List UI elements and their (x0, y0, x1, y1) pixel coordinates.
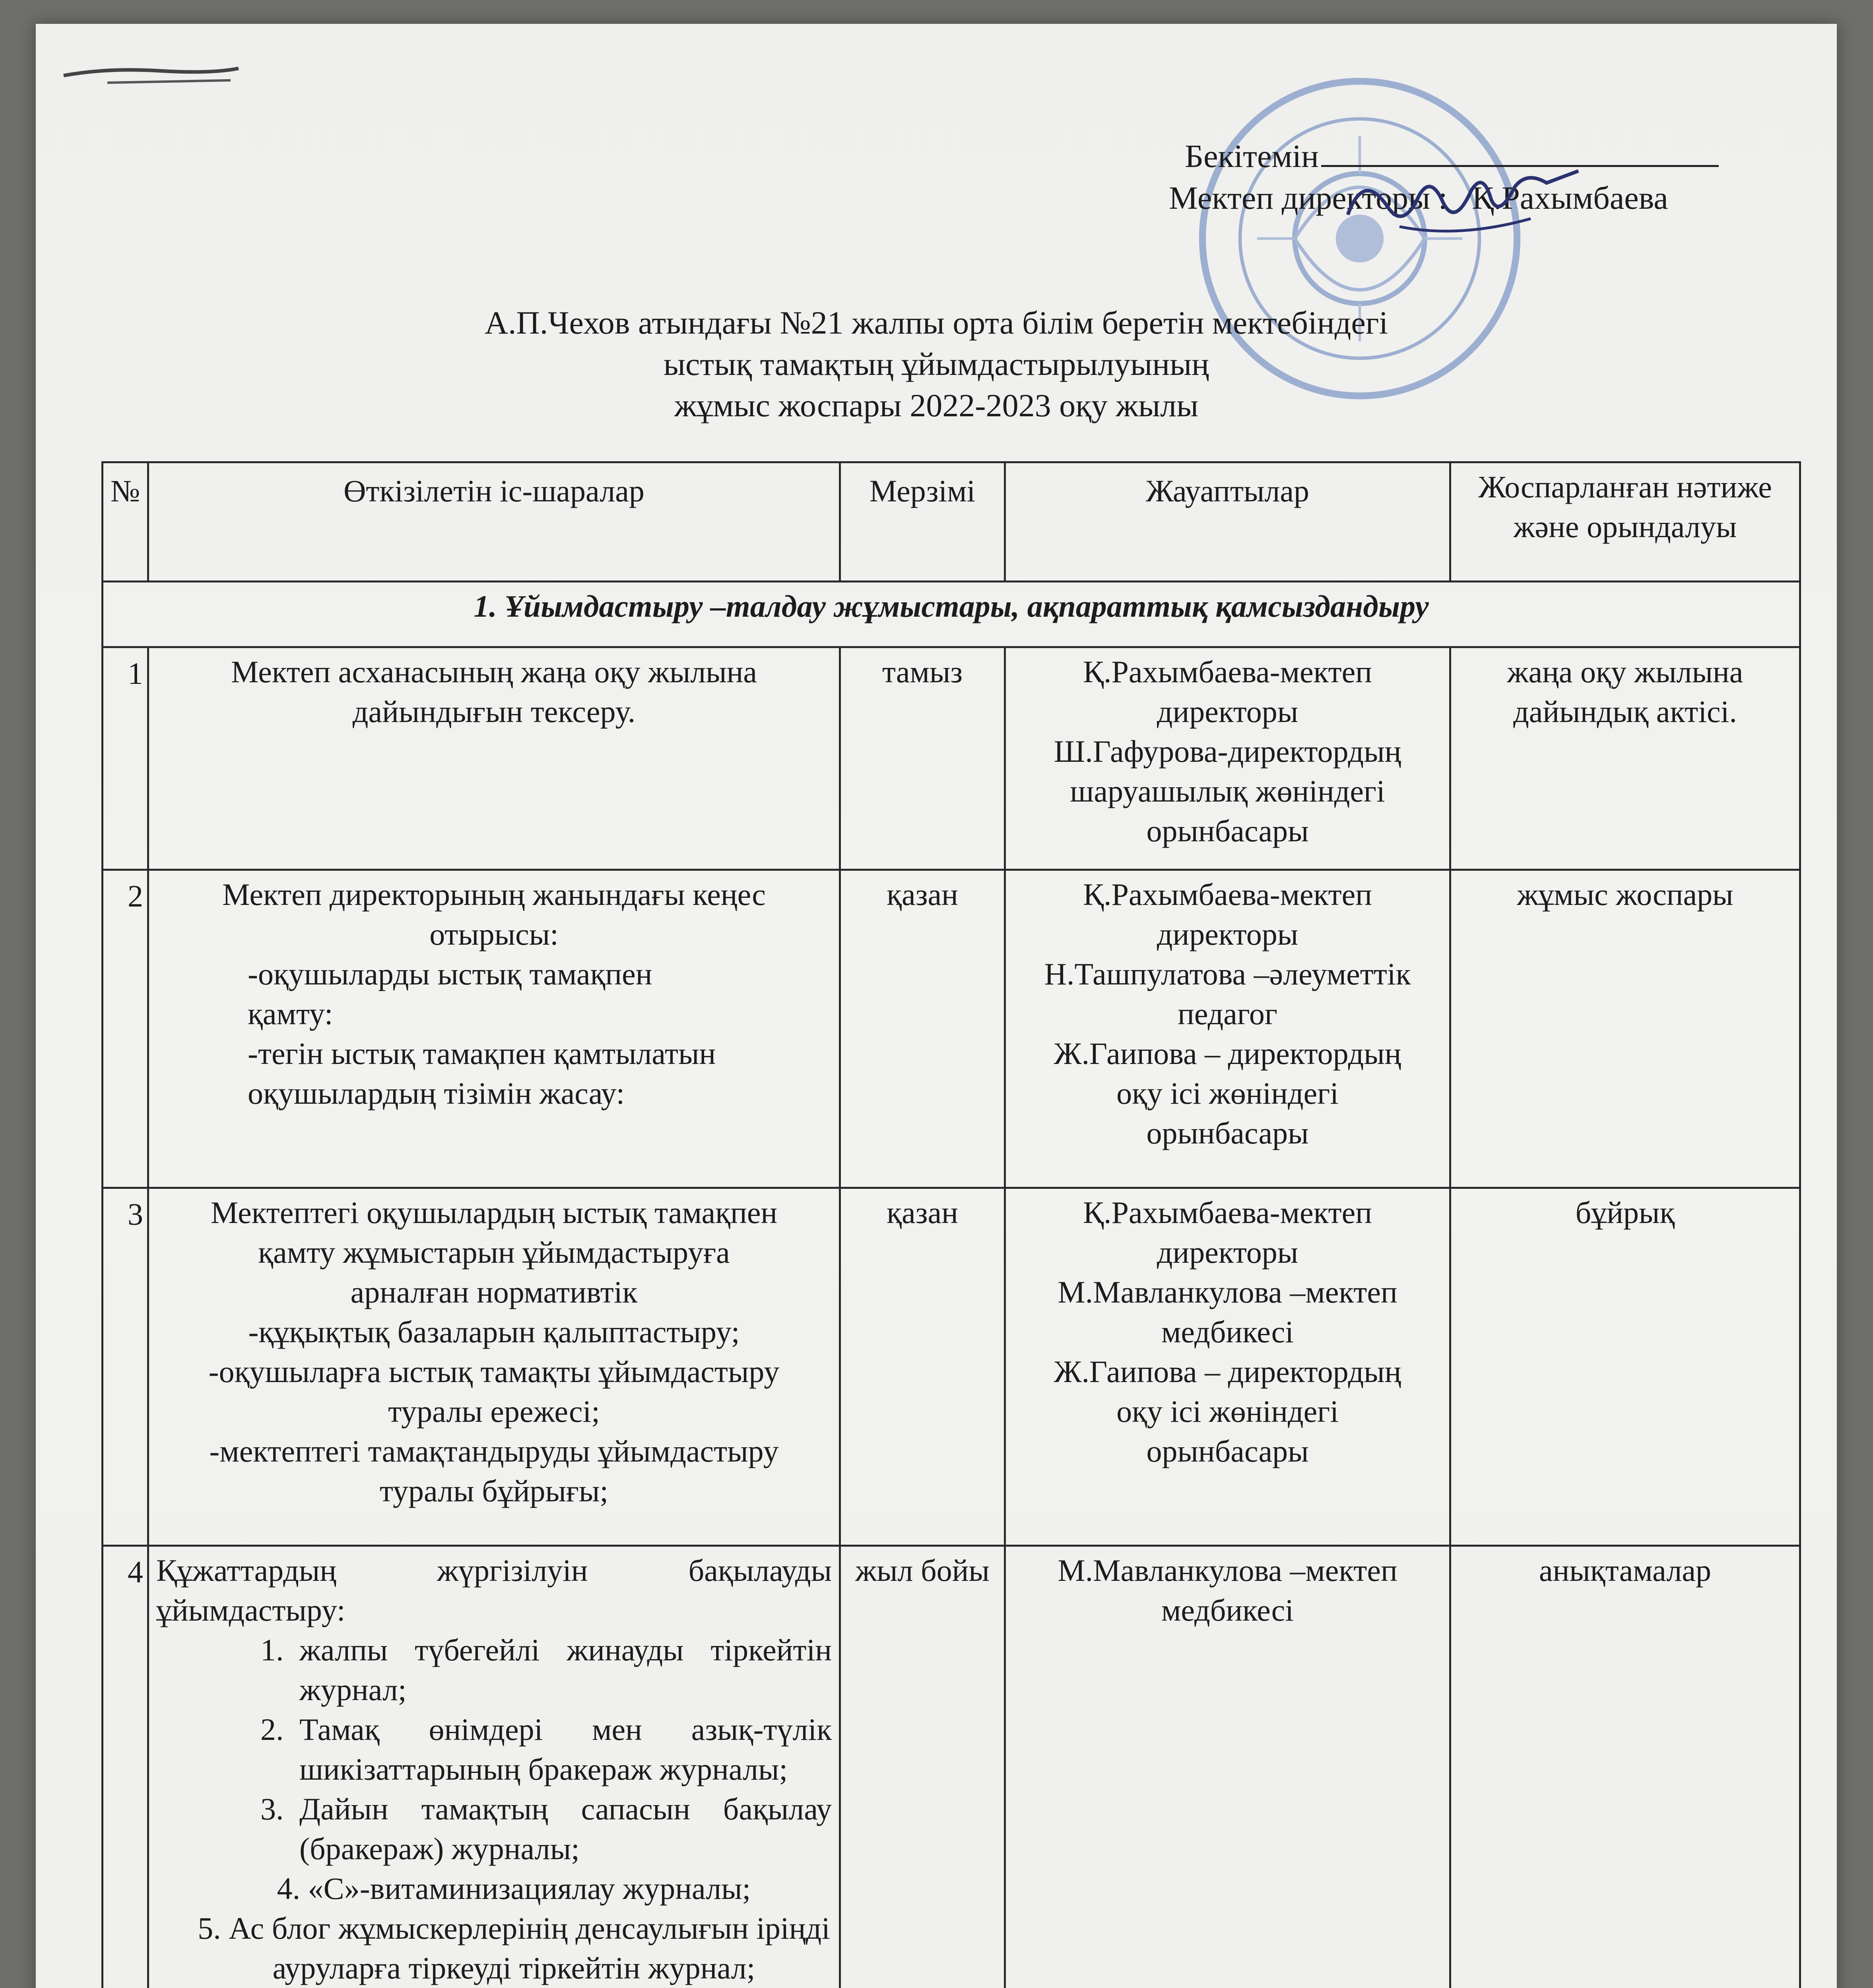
row-responsible (1005, 870, 1450, 1188)
list-item: 3. Дайын тамақтың сапасын бақылау (бракераж) журналы; (291, 1789, 832, 1869)
row-number: 2 (103, 870, 148, 1188)
row-event (148, 1188, 840, 1546)
table-row (103, 870, 1800, 1188)
responsible-line: М.Мавланкулова –мектеп (1058, 1553, 1397, 1588)
approve-label: Бекітемін (1185, 138, 1319, 174)
row-term: қазан (840, 1188, 1005, 1546)
responsible-line: Ж.Гаипова – директордың (1054, 1354, 1401, 1389)
event-line: -оқушыларға ыстық тамақты ұйымдастыру (208, 1354, 780, 1389)
responsible-line: Қ.Рахымбаева-мектеп (1083, 654, 1372, 689)
row-number: 4 (103, 1546, 148, 1988)
responsible-line: директоры (1157, 917, 1298, 951)
responsible-line: медбикесі (1161, 1593, 1294, 1627)
event-line: қамту: (248, 996, 333, 1031)
event-line: дайындығын тексеру. (352, 694, 636, 729)
header-event: Өткізілетін іс-шаралар (148, 462, 840, 582)
event-line: -құқықтық базаларын қалыптастыру; (248, 1314, 740, 1349)
event-line: Мектеп асханасының жаңа оқу жылына (231, 654, 757, 689)
title-line-1: А.П.Чехов атындағы №21 жалпы орта білім беретін мектебіндегі (484, 305, 1388, 341)
responsible-line: Қ.Рахымбаева-мектеп (1083, 877, 1372, 912)
event-line: қамту жұмыстарын ұйымдастыруға (258, 1235, 730, 1270)
row-number: 1 (103, 647, 148, 870)
event-line: туралы бұйрығы; (379, 1474, 609, 1508)
title-line-2: ыстық тамақтың ұйымдастырылуының (663, 346, 1209, 382)
row-responsible (1005, 1546, 1450, 1988)
event-line: -тегін ыстық тамақпен қамтылатын (248, 1036, 716, 1071)
event-intro: Құжаттардың жүргізілуін бақылауды ұйымдастыру: (156, 1553, 832, 1627)
journal-list (156, 1630, 832, 1988)
responsible-line: педагог (1178, 996, 1277, 1031)
list-item: 1. жалпы түбегейлі жинауды тіркейтін журнал; (291, 1630, 832, 1710)
table-row (103, 647, 1800, 870)
list-item: 5. Ас блог жұмыскерлерінің денсаулығын іріңді ауруларға тіркеуді тіркейтін журнал; (196, 1908, 832, 1988)
event-line: -оқушыларды ыстық тамақпен (248, 957, 652, 991)
row-responsible (1005, 647, 1450, 870)
row-result: жұмыс жоспары (1450, 870, 1800, 1188)
event-line: отырысы: (429, 917, 559, 951)
event-line: Мектептегі оқушылардың ыстық тамақпен (210, 1195, 778, 1230)
header-term: Мерзімі (840, 462, 1005, 582)
row-event (148, 870, 840, 1188)
title-line-3: жұмыс жоспары 2022-2023 оқу жылы (674, 387, 1199, 423)
scanned-page (36, 24, 1837, 1988)
table-row (103, 1188, 1800, 1546)
row-term: қазан (840, 870, 1005, 1188)
director-position: Мектеп директоры : (1169, 180, 1448, 216)
header-result: Жоспарланған нәтиже және орындалуы (1450, 462, 1800, 582)
row-responsible (1005, 1188, 1450, 1546)
handwritten-signature (1340, 147, 1586, 250)
responsible-line: оқу ісі жөніндегі (1116, 1394, 1339, 1429)
section-title: 1. Ұйымдастыру –талдау жұмыстары, ақпараттық қамсыздандыру (103, 582, 1800, 647)
responsible-line: орынбасары (1146, 1116, 1309, 1150)
event-line: оқушылардың тізімін жасау: (248, 1076, 625, 1110)
event-line: Мектеп директорының жанындағы кеңес (222, 877, 766, 912)
responsible-line: орынбасары (1146, 813, 1309, 848)
row-result: анықтамалар (1450, 1546, 1800, 1988)
event-line: -мектептегі тамақтандыруды ұйымдастыру (209, 1434, 779, 1468)
responsible-line: Қ.Рахымбаева-мектеп (1083, 1195, 1372, 1230)
event-line: туралы ережесі; (388, 1394, 600, 1429)
list-item: 2. Тамақ өнімдері мен азық-түлік шикізаттарының бракераж журналы; (291, 1710, 832, 1789)
row-event (148, 647, 840, 870)
responsible-line: орынбасары (1146, 1434, 1309, 1468)
table-row (103, 1546, 1800, 1988)
row-term: тамыз (840, 647, 1005, 870)
responsible-line: директоры (1157, 1235, 1298, 1270)
responsible-line: медбикесі (1161, 1314, 1294, 1349)
responsible-line: Ж.Гаипова – директордың (1054, 1036, 1401, 1071)
responsible-line: директоры (1157, 694, 1298, 729)
section-row (103, 582, 1800, 647)
row-event (148, 1546, 840, 1988)
responsible-line: Ш.Гафурова-директордың (1054, 734, 1401, 769)
list-item: 4. «С»-витаминизациялау журналы; (196, 1869, 832, 1908)
header-num: № (103, 462, 148, 582)
table-header-row (103, 462, 1800, 582)
row-result: жаңа оқу жылына дайындық актісі. (1450, 647, 1800, 870)
director-name: Қ.Рахымбаева (1471, 180, 1668, 216)
row-term: жыл бойы (840, 1546, 1005, 1988)
responsible-line: оқу ісі жөніндегі (1116, 1076, 1339, 1110)
responsible-line: М.Мавланкулова –мектеп (1058, 1275, 1397, 1309)
work-plan-table (101, 461, 1801, 1988)
responsible-line: Н.Ташпулатова –әлеуметтік (1044, 957, 1411, 991)
pen-stroke-mark (60, 60, 243, 87)
responsible-line: шаруашылық жөніндегі (1070, 774, 1385, 808)
header-responsible: Жауаптылар (1005, 462, 1450, 582)
row-result: бұйрық (1450, 1188, 1800, 1546)
event-line: арналған нормативтік (350, 1275, 638, 1309)
row-number: 3 (103, 1188, 148, 1546)
document-title (36, 302, 1837, 426)
